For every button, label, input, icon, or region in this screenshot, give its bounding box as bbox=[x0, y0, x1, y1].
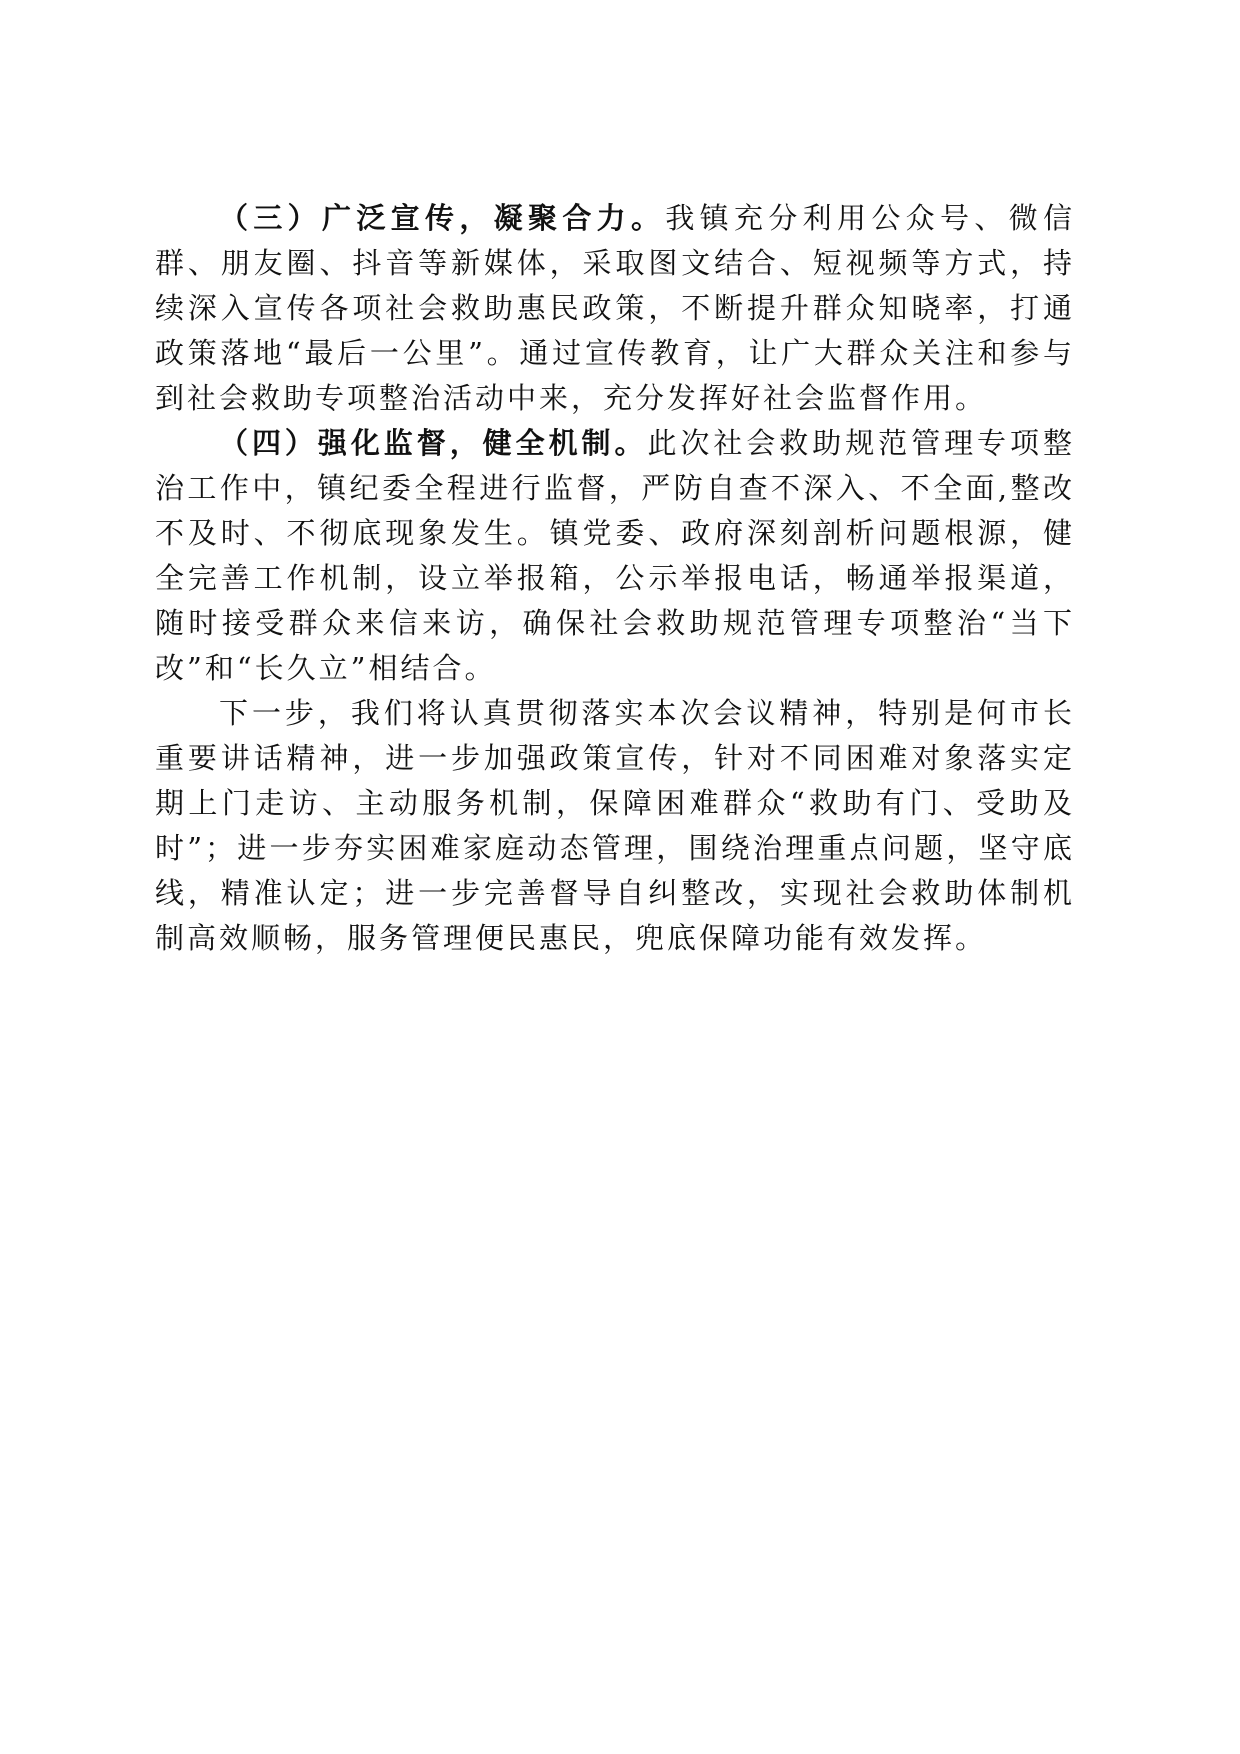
paragraph-heading: （四）强化监督，健全机制。 bbox=[219, 426, 648, 460]
paragraph-text: 我镇充分利用公众号、微信群、朋友圈、抖音等新媒体，采取图文结合、短视频等方式，持续深入宣传各项社会救助惠民政策，不断提升群众知晓率，打通政策落地“最后一公里”。通过宣传教育，让广大群众关注和参与到社会救助专项整治活动中来，充分发挥好社会监督作用。 bbox=[155, 201, 1075, 415]
paragraph-publicity bbox=[155, 196, 1075, 421]
paragraph-next-steps bbox=[155, 691, 1075, 961]
paragraph-text: 此次社会救助规范管理专项整治工作中，镇纪委全程进行监督，严防自查不深入、不全面,整改不及时、不彻底现象发生。镇党委、政府深刻剖析问题根源，健全完善工作机制，设立举报箱，公示举报电话，畅通举报渠道，随时接受群众来信来访，确保社会救助规范管理专项整治“当下改”和“长久立”相结合。 bbox=[155, 426, 1075, 685]
paragraph-heading: （三）广泛宣传，凝聚合力。 bbox=[219, 201, 666, 235]
paragraph-text: 下一步，我们将认真贯彻落实本次会议精神，特别是何市长重要讲话精神，进一步加强政策宣传，针对不同困难对象落实定期上门走访、主动服务机制，保障困难群众“救助有门、受助及时”；进一步夯实困难家庭动态管理，围绕治理重点问题，坚守底线，精准认定；进一步完善督导自纠整改，实现社会救助体制机制高效顺畅，服务管理便民惠民，兜底保障功能有效发挥。 bbox=[155, 696, 1075, 955]
document-body bbox=[155, 196, 1075, 961]
paragraph-supervision bbox=[155, 421, 1075, 691]
